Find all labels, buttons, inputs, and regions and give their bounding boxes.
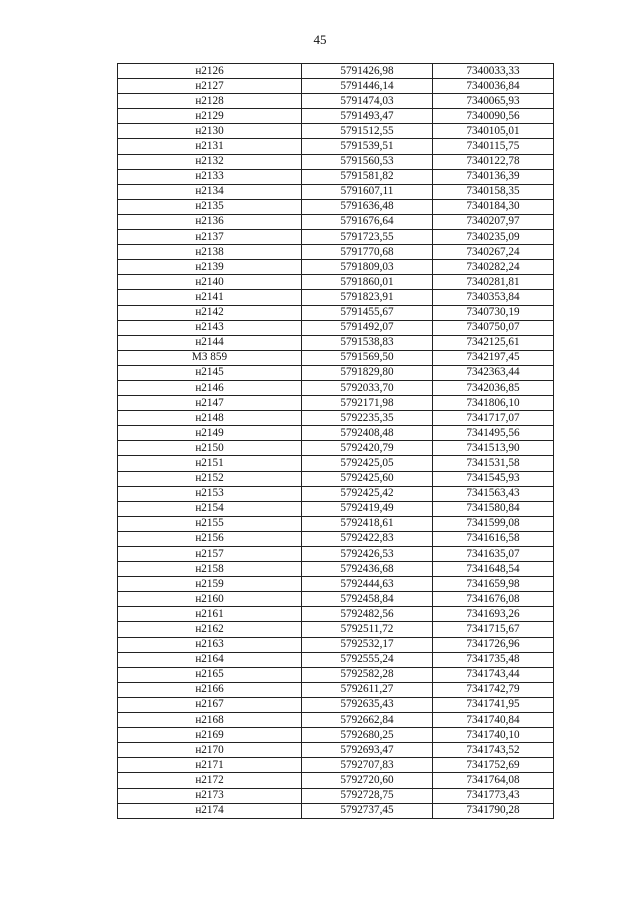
x-coordinate-cell: 5791492,07	[302, 320, 433, 335]
table-row	[118, 531, 554, 546]
x-coordinate-cell: 5792728,75	[302, 788, 433, 803]
y-coordinate-cell: 7341735,48	[433, 652, 554, 667]
y-coordinate-cell: 7341715,67	[433, 622, 554, 637]
x-coordinate-cell: 5791860,01	[302, 275, 433, 290]
y-coordinate-cell: 7341740,84	[433, 713, 554, 728]
x-coordinate-cell: 5792420,79	[302, 441, 433, 456]
x-coordinate-cell: 5792418,61	[302, 516, 433, 531]
table-row	[118, 79, 554, 94]
point-id-cell: н2169	[118, 728, 302, 743]
y-coordinate-cell: 7340065,93	[433, 94, 554, 109]
y-coordinate-cell: 7340105,01	[433, 124, 554, 139]
point-id-cell: н2156	[118, 531, 302, 546]
coordinates-table	[117, 63, 554, 819]
y-coordinate-cell: 7341741,95	[433, 697, 554, 712]
x-coordinate-cell: 5791770,68	[302, 245, 433, 260]
point-id-cell: н2165	[118, 667, 302, 682]
point-id-cell: н2159	[118, 577, 302, 592]
point-id-cell: н2161	[118, 607, 302, 622]
x-coordinate-cell: 5792425,05	[302, 456, 433, 471]
x-coordinate-cell: 5792737,45	[302, 803, 433, 818]
x-coordinate-cell: 5792426,53	[302, 547, 433, 562]
point-id-cell: н2134	[118, 184, 302, 199]
point-id-cell: н2136	[118, 214, 302, 229]
y-coordinate-cell: 7340115,75	[433, 139, 554, 154]
point-id-cell: н2128	[118, 94, 302, 109]
x-coordinate-cell: 5791809,03	[302, 260, 433, 275]
point-id-cell: н2157	[118, 547, 302, 562]
table-row	[118, 471, 554, 486]
table-row	[118, 773, 554, 788]
x-coordinate-cell: 5792555,24	[302, 652, 433, 667]
x-coordinate-cell: 5791560,53	[302, 154, 433, 169]
y-coordinate-cell: 7341717,07	[433, 411, 554, 426]
y-coordinate-cell: 7340353,84	[433, 290, 554, 305]
x-coordinate-cell: 5791538,83	[302, 335, 433, 350]
x-coordinate-cell: 5791426,98	[302, 64, 433, 79]
y-coordinate-cell: 7341545,93	[433, 471, 554, 486]
point-id-cell: н2131	[118, 139, 302, 154]
table-row	[118, 275, 554, 290]
point-id-cell: н2170	[118, 743, 302, 758]
table-row	[118, 562, 554, 577]
x-coordinate-cell: 5791569,50	[302, 350, 433, 365]
point-id-cell: н2173	[118, 788, 302, 803]
point-id-cell: н2147	[118, 396, 302, 411]
y-coordinate-cell: 7341495,56	[433, 426, 554, 441]
y-coordinate-cell: 7341616,58	[433, 531, 554, 546]
x-coordinate-cell: 5792720,60	[302, 773, 433, 788]
point-id-cell: н2142	[118, 305, 302, 320]
x-coordinate-cell: 5792582,28	[302, 667, 433, 682]
table-row	[118, 577, 554, 592]
point-id-cell: н2148	[118, 411, 302, 426]
table-row	[118, 260, 554, 275]
x-coordinate-cell: 5791474,03	[302, 94, 433, 109]
point-id-cell: н2163	[118, 637, 302, 652]
coordinates-table-body	[118, 64, 554, 819]
x-coordinate-cell: 5791607,11	[302, 184, 433, 199]
y-coordinate-cell: 7341726,96	[433, 637, 554, 652]
table-row	[118, 169, 554, 184]
table-row	[118, 245, 554, 260]
x-coordinate-cell: 5792680,25	[302, 728, 433, 743]
page-number: 45	[313, 32, 327, 47]
y-coordinate-cell: 7341693,26	[433, 607, 554, 622]
y-coordinate-cell: 7341563,43	[433, 486, 554, 501]
table-row	[118, 697, 554, 712]
point-id-cell: н2141	[118, 290, 302, 305]
y-coordinate-cell: 7340207,97	[433, 214, 554, 229]
x-coordinate-cell: 5792033,70	[302, 380, 433, 395]
x-coordinate-cell: 5791539,51	[302, 139, 433, 154]
x-coordinate-cell: 5792511,72	[302, 622, 433, 637]
point-id-cell: н2167	[118, 697, 302, 712]
y-coordinate-cell: 7340730,19	[433, 305, 554, 320]
y-coordinate-cell: 7341740,10	[433, 728, 554, 743]
table-row	[118, 124, 554, 139]
y-coordinate-cell: 7341742,79	[433, 682, 554, 697]
y-coordinate-cell: 7341635,07	[433, 547, 554, 562]
x-coordinate-cell: 5792662,84	[302, 713, 433, 728]
y-coordinate-cell: 7341790,28	[433, 803, 554, 818]
table-row	[118, 486, 554, 501]
table-row	[118, 592, 554, 607]
table-row	[118, 290, 554, 305]
table-row	[118, 154, 554, 169]
x-coordinate-cell: 5792425,42	[302, 486, 433, 501]
point-id-cell: н2145	[118, 365, 302, 380]
table-row	[118, 380, 554, 395]
x-coordinate-cell: 5792419,49	[302, 501, 433, 516]
x-coordinate-cell: 5791823,91	[302, 290, 433, 305]
y-coordinate-cell: 7340033,33	[433, 64, 554, 79]
y-coordinate-cell: 7340036,84	[433, 79, 554, 94]
x-coordinate-cell: 5792693,47	[302, 743, 433, 758]
point-id-cell: н2154	[118, 501, 302, 516]
y-coordinate-cell: 7340750,07	[433, 320, 554, 335]
point-id-cell: н2153	[118, 486, 302, 501]
table-row	[118, 305, 554, 320]
x-coordinate-cell: 5792235,35	[302, 411, 433, 426]
table-row	[118, 441, 554, 456]
table-row	[118, 456, 554, 471]
table-row	[118, 713, 554, 728]
y-coordinate-cell: 7342197,45	[433, 350, 554, 365]
y-coordinate-cell: 7340136,39	[433, 169, 554, 184]
y-coordinate-cell: 7342125,61	[433, 335, 554, 350]
y-coordinate-cell: 7341599,08	[433, 516, 554, 531]
y-coordinate-cell: 7340267,24	[433, 245, 554, 260]
table-row	[118, 335, 554, 350]
x-coordinate-cell: 5791455,67	[302, 305, 433, 320]
x-coordinate-cell: 5791512,55	[302, 124, 433, 139]
table-row	[118, 64, 554, 79]
y-coordinate-cell: 7340281,81	[433, 275, 554, 290]
table-row	[118, 758, 554, 773]
point-id-cell: н2139	[118, 260, 302, 275]
table-row	[118, 547, 554, 562]
point-id-cell: н2164	[118, 652, 302, 667]
point-id-cell: МЗ 859	[118, 350, 302, 365]
point-id-cell: н2137	[118, 230, 302, 245]
x-coordinate-cell: 5792171,98	[302, 396, 433, 411]
y-coordinate-cell: 7341531,58	[433, 456, 554, 471]
y-coordinate-cell: 7340282,24	[433, 260, 554, 275]
y-coordinate-cell: 7340122,78	[433, 154, 554, 169]
point-id-cell: н2171	[118, 758, 302, 773]
point-id-cell: н2146	[118, 380, 302, 395]
point-id-cell: н2168	[118, 713, 302, 728]
y-coordinate-cell: 7342363,44	[433, 365, 554, 380]
point-id-cell: н2166	[118, 682, 302, 697]
y-coordinate-cell: 7341752,69	[433, 758, 554, 773]
x-coordinate-cell: 5792707,83	[302, 758, 433, 773]
y-coordinate-cell: 7341648,54	[433, 562, 554, 577]
y-coordinate-cell: 7341513,90	[433, 441, 554, 456]
point-id-cell: н2174	[118, 803, 302, 818]
table-row	[118, 214, 554, 229]
x-coordinate-cell: 5792635,43	[302, 697, 433, 712]
point-id-cell: н2149	[118, 426, 302, 441]
x-coordinate-cell: 5791493,47	[302, 109, 433, 124]
x-coordinate-cell: 5791829,80	[302, 365, 433, 380]
point-id-cell: н2133	[118, 169, 302, 184]
table-row	[118, 94, 554, 109]
table-row	[118, 320, 554, 335]
table-row	[118, 139, 554, 154]
y-coordinate-cell: 7342036,85	[433, 380, 554, 395]
x-coordinate-cell: 5792482,56	[302, 607, 433, 622]
point-id-cell: н2129	[118, 109, 302, 124]
point-id-cell: н2155	[118, 516, 302, 531]
table-row	[118, 622, 554, 637]
point-id-cell: н2127	[118, 79, 302, 94]
x-coordinate-cell: 5791676,64	[302, 214, 433, 229]
table-row	[118, 728, 554, 743]
x-coordinate-cell: 5792422,83	[302, 531, 433, 546]
y-coordinate-cell: 7341659,98	[433, 577, 554, 592]
table-row	[118, 109, 554, 124]
table-row	[118, 637, 554, 652]
y-coordinate-cell: 7340090,56	[433, 109, 554, 124]
table-row	[118, 411, 554, 426]
table-row	[118, 426, 554, 441]
x-coordinate-cell: 5791446,14	[302, 79, 433, 94]
x-coordinate-cell: 5791636,48	[302, 199, 433, 214]
table-row	[118, 743, 554, 758]
x-coordinate-cell: 5792611,27	[302, 682, 433, 697]
y-coordinate-cell: 7341580,84	[433, 501, 554, 516]
point-id-cell: н2158	[118, 562, 302, 577]
y-coordinate-cell: 7341806,10	[433, 396, 554, 411]
point-id-cell: н2140	[118, 275, 302, 290]
point-id-cell: н2130	[118, 124, 302, 139]
point-id-cell: н2126	[118, 64, 302, 79]
table-row	[118, 516, 554, 531]
point-id-cell: н2132	[118, 154, 302, 169]
point-id-cell: н2151	[118, 456, 302, 471]
table-row	[118, 667, 554, 682]
point-id-cell: н2172	[118, 773, 302, 788]
point-id-cell: н2143	[118, 320, 302, 335]
table-row	[118, 652, 554, 667]
y-coordinate-cell: 7341676,08	[433, 592, 554, 607]
y-coordinate-cell: 7340158,35	[433, 184, 554, 199]
table-row	[118, 184, 554, 199]
x-coordinate-cell: 5791581,82	[302, 169, 433, 184]
table-row	[118, 788, 554, 803]
x-coordinate-cell: 5792458,84	[302, 592, 433, 607]
y-coordinate-cell: 7340184,30	[433, 199, 554, 214]
table-row	[118, 501, 554, 516]
point-id-cell: н2160	[118, 592, 302, 607]
table-row	[118, 350, 554, 365]
x-coordinate-cell: 5792436,68	[302, 562, 433, 577]
point-id-cell: н2150	[118, 441, 302, 456]
y-coordinate-cell: 7341773,43	[433, 788, 554, 803]
x-coordinate-cell: 5792408,48	[302, 426, 433, 441]
y-coordinate-cell: 7341764,08	[433, 773, 554, 788]
point-id-cell: н2162	[118, 622, 302, 637]
table-row	[118, 199, 554, 214]
y-coordinate-cell: 7341743,52	[433, 743, 554, 758]
x-coordinate-cell: 5791723,55	[302, 230, 433, 245]
x-coordinate-cell: 5792532,17	[302, 637, 433, 652]
table-row	[118, 607, 554, 622]
table-row	[118, 230, 554, 245]
x-coordinate-cell: 5792425,60	[302, 471, 433, 486]
point-id-cell: н2152	[118, 471, 302, 486]
point-id-cell: н2135	[118, 199, 302, 214]
x-coordinate-cell: 5792444,63	[302, 577, 433, 592]
y-coordinate-cell: 7341743,44	[433, 667, 554, 682]
table-row	[118, 365, 554, 380]
y-coordinate-cell: 7340235,09	[433, 230, 554, 245]
point-id-cell: н2138	[118, 245, 302, 260]
table-row	[118, 803, 554, 818]
table-row	[118, 396, 554, 411]
point-id-cell: н2144	[118, 335, 302, 350]
table-row	[118, 682, 554, 697]
